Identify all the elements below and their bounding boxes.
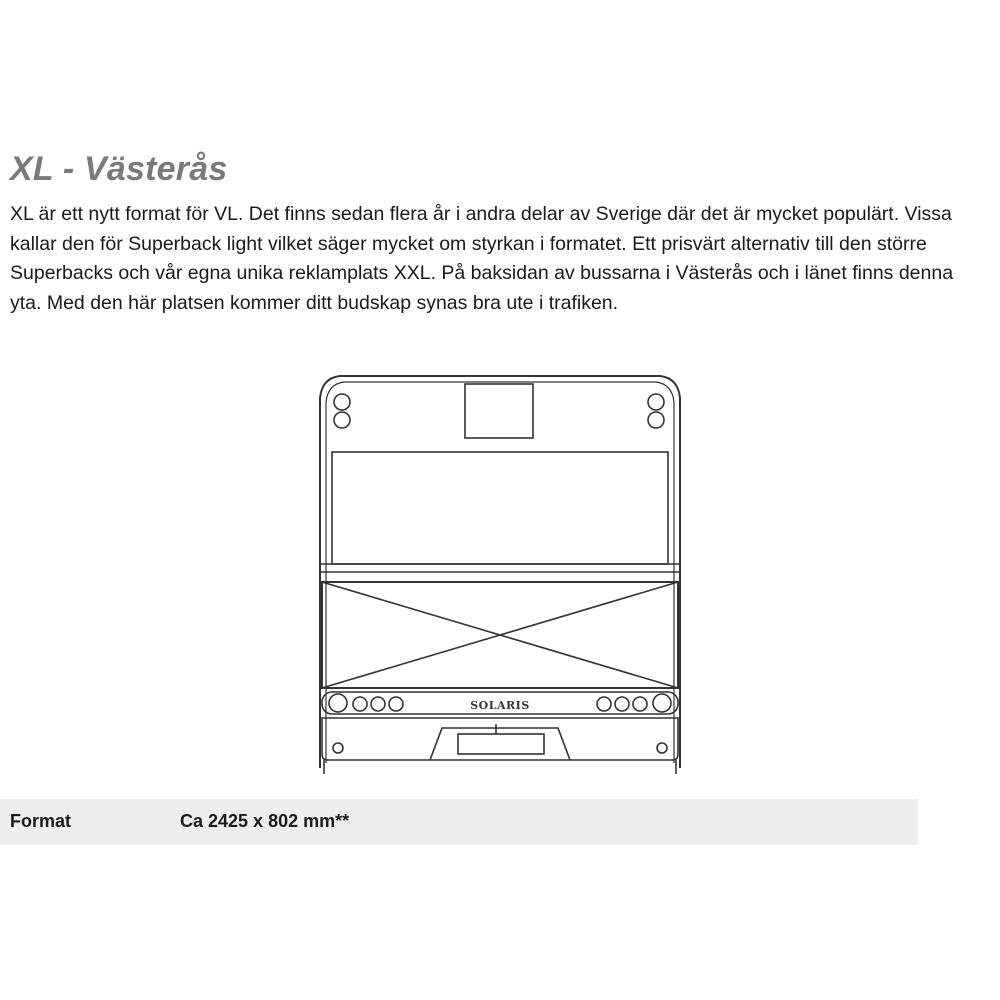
format-label: Format: [10, 811, 72, 831]
description-paragraph: XL är ett nytt format för VL. Det finns sedan flera år i andra delar av Sverige där det är mycket populärt. Vissa kallar den för Superback light vilket säger mycket om styrkan i formatet. Ett prisvärt alternativ till den större Superbacks och vår egna unika reklamplats XXL. På baksidan av bussarna i Västerås och i länet finns denna yta. Med den här platsen kommer ditt budskap synas bra ute i trafiken.: [10, 203, 954, 314]
right-lamp-1: [597, 697, 611, 711]
top-left-lamp-lower: [334, 412, 350, 428]
license-plate-housing: [430, 728, 570, 760]
bus-rear-illustration: [300, 368, 700, 778]
right-reflector: [657, 743, 667, 753]
left-lamp-1: [329, 694, 347, 712]
left-reflector: [333, 743, 343, 753]
page-title: XL - Västerås: [10, 150, 228, 188]
rear-window: [332, 452, 668, 564]
top-right-lamp-lower: [648, 412, 664, 428]
right-lamp-2: [615, 697, 629, 711]
left-lamp-4: [389, 697, 403, 711]
right-lamp-4: [653, 694, 671, 712]
left-lamp-3: [371, 697, 385, 711]
top-right-lamp-upper: [648, 394, 664, 410]
top-left-lamp-upper: [334, 394, 350, 410]
right-lamp-3: [633, 697, 647, 711]
format-spec-row: [0, 799, 918, 845]
license-plate: [458, 734, 544, 754]
left-lamp-2: [353, 697, 367, 711]
route-sign-box: [465, 384, 533, 438]
format-value: Ca 2425 x 802 mm**: [180, 811, 350, 831]
bus-brand-text: SOLARIS: [470, 699, 530, 712]
